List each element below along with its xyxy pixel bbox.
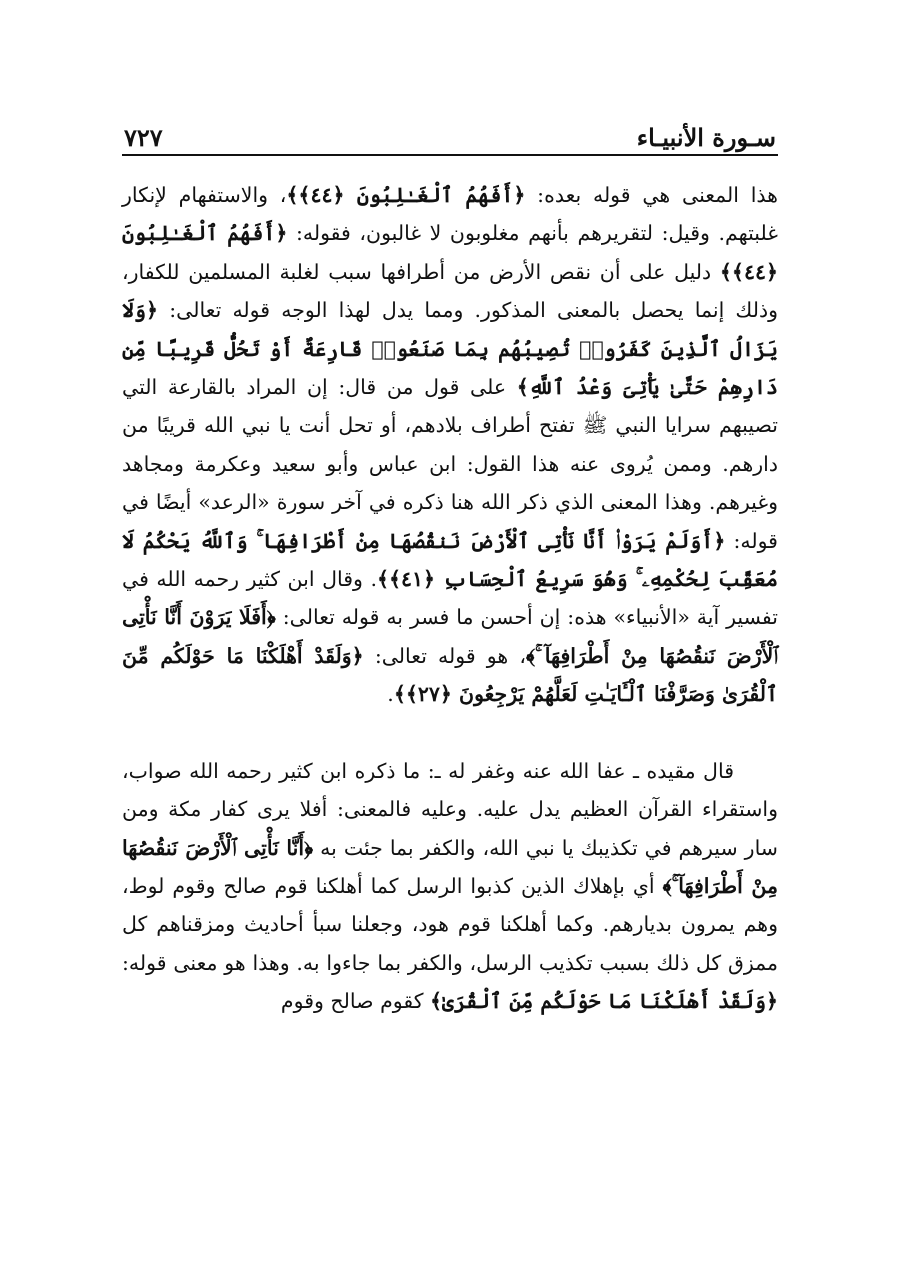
quran-verse: ﴿أَفَهُمُ ٱلْغَـٰلِبُونَ ﴿٤٤﴾﴾ (286, 183, 526, 207)
page (122, 112, 778, 1021)
paragraph-2 (122, 752, 778, 1021)
text-segment: أي بإهلاك الذين كذبوا الرسل كما أهلكنا قوم صالح وقوم لوط، وهم يمرون بديارهم. وكما أهلكنا قوم هود، وجعلنا سبأ أحاديث ومزقناهم كل ممزق كل ذلك بسبب تكذيب الرسل، والكفر بما جاءوا به. وهذا هو معنى قوله: (122, 873, 778, 975)
quran-verse: ﴿وَلَقَدْ أَهْلَكْنَا مَا حَوْلَكُم مِّنَ ٱلْقُرَىٰ وَصَرَّفْنَا ٱلْـَٔايَـٰتِ لَعَلَّهُمْ يَرْجِعُونَ ﴿٢٧﴾﴾ (122, 643, 778, 707)
text-segment: قال مقيده ـ عفا الله عنه وغفر له ـ: ما ذكره ابن كثير رحمه الله صواب، واستقراء القرآن العظيم يدل عليه. وعليه فالمعنى: أفلا يرى كفار مكة ومن سار سيرهم في تكذيبك يا نبي الله، والكفر بما جئت به (122, 758, 778, 860)
text-segment: ، والاستفهام لإنكار غلبتهم. وقيل: لتقريرهم بأنهم مغلوبون لا غالبون، فقوله: (122, 183, 778, 246)
text-segment: هذا المعنى هي قوله بعده: (525, 183, 778, 207)
quran-verse: ﴿وَلَقَدْ أَهْلَكْنَا مَا حَوْلَكُم مِّنَ ٱلْقُرَىٰ﴾ (430, 989, 778, 1014)
text-segment: دليل على أن نقص الأرض من أطرافها سبب لغلبة المسلمين للكفار، وذلك إنما يحصل بالمعنى المذكور. ومما يدل لهذا الوجه قوله تعالى: (122, 259, 778, 323)
page-number: ٧٢٧ (124, 123, 163, 152)
page-content (122, 176, 778, 1021)
text-segment: . (387, 682, 394, 707)
quran-verse: ﴿أَفَهُمُ ٱلْغَـٰلِبُونَ ﴿٤٤﴾﴾ (122, 221, 778, 284)
quran-verse: ﴿وَلَا يَزَالُ ٱلَّذِينَ كَفَرُوا۟ تُصِيبُهُم بِمَا صَنَعُوا۟ قَارِعَةٌ أَوْ تَحُلُّ قَرِيبًا مِّن دَارِهِمْ حَتَّىٰ يَأْتِىَ وَعْدُ ٱللَّهِ﴾ (122, 298, 778, 400)
quran-verse: ﴿أَنَّا نَأْتِى ٱلْأَرْضَ نَنقُصُهَا مِنْ أَطْرَافِهَآ ۚ﴾ (122, 835, 778, 898)
quran-verse: ﴿أَفَلَا يَرَوْنَ أَنَّا نَأْتِى ٱلْأَرْضَ نَنقُصُهَا مِنْ أَطْرَافِهَآ ۚ﴾ (122, 605, 778, 668)
text-segment: على قول من قال: إن المراد بالقارعة التي تصيبهم سرايا النبي ﷺ تفتح أطراف بلادهم، أو تحل أنت يا نبي الله قريبًا من دارهم. وممن يُروى عنه هذا القول: ابن عباس وأبو سعيد وعكرمة ومجاهد وغيرهم. وهذا المعنى الذي ذكر الله هنا ذكره في آخر سورة «الرعد» أيضًا في قوله: (122, 375, 778, 553)
surah-title: سـورة الأنبيـاء (636, 123, 776, 152)
page-header (122, 112, 778, 156)
text-segment: كقوم صالح وقوم (280, 989, 430, 1014)
paragraph-1 (122, 176, 778, 714)
text-segment: ، هو قوله تعالى: (363, 643, 526, 668)
text-segment: . وقال ابن كثير رحمه الله في تفسير آية «الأنبياء» هذه: إن أحسن ما فسر به قوله تعالى: (122, 567, 778, 630)
quran-verse: ﴿أَوَلَمْ يَرَوْا۟ أَنَّا نَأْتِى ٱلْأَرْضَ نَنقُصُهَا مِنْ أَطْرَافِهَا ۚ وَٱللَّهُ يَحْكُمُ لَا مُعَقِّبَ لِحُكْمِهِۦ ۚ وَهُوَ سَرِيعُ ٱلْحِسَابِ ﴿٤١﴾﴾ (122, 528, 778, 592)
